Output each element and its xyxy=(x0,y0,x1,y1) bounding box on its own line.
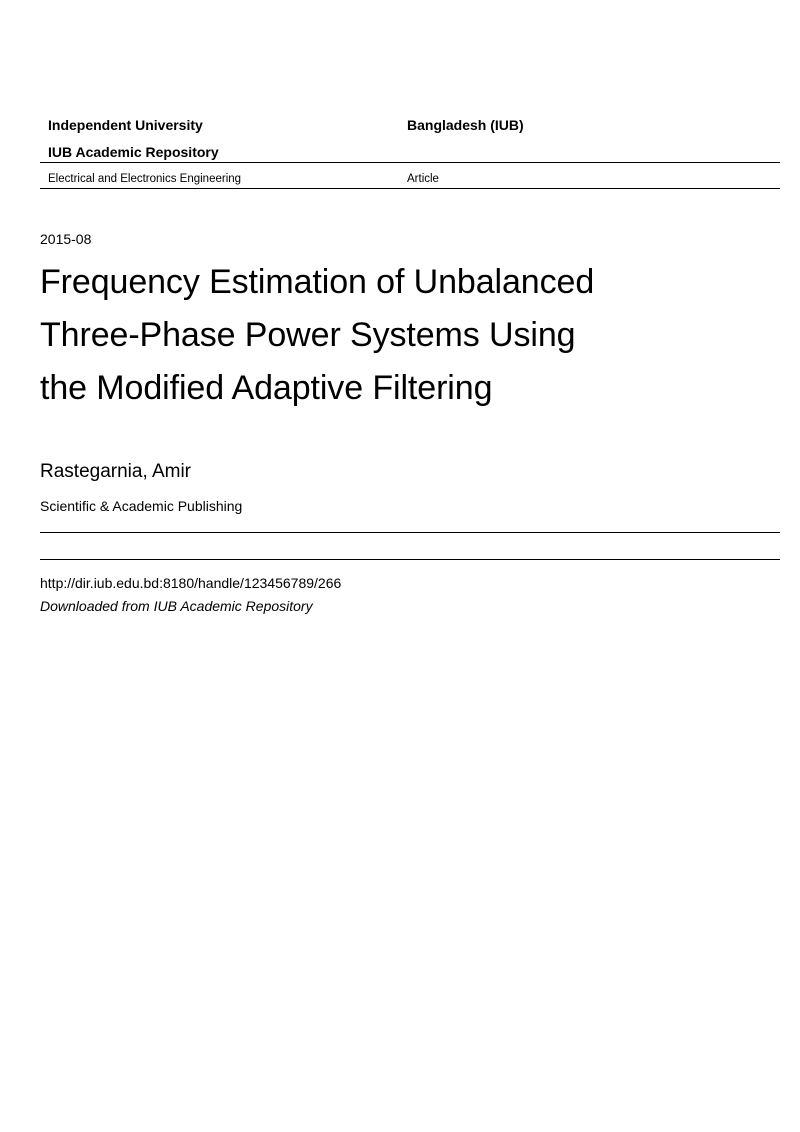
downloaded-note: Downloaded from IUB Academic Repository xyxy=(40,598,313,614)
publisher-name: Scientific & Academic Publishing xyxy=(40,498,243,514)
body-rule-bottom xyxy=(40,559,780,560)
institution-country: Bangladesh (IUB) xyxy=(407,117,524,133)
author-name: Rastegarnia, Amir xyxy=(40,461,192,482)
handle-link[interactable]: http://dir.iub.edu.bd:8180/handle/123456789/266 xyxy=(40,575,342,591)
item-type-label: Article xyxy=(407,173,439,185)
repository-name: IUB Academic Repository xyxy=(48,144,219,160)
body-rule-top xyxy=(40,532,780,533)
title-line-3: the Modified Adaptive Filtering xyxy=(40,369,493,407)
publication-date: 2015-08 xyxy=(40,231,92,247)
title-line-2: Three-Phase Power Systems Using xyxy=(40,316,576,354)
title-line-1: Frequency Estimation of Unbalanced xyxy=(40,263,595,301)
institution-name: Independent University xyxy=(48,117,203,133)
header-rule-bottom xyxy=(40,188,780,189)
header-rule-top xyxy=(40,162,780,163)
department-label: Electrical and Electronics Engineering xyxy=(48,173,242,185)
